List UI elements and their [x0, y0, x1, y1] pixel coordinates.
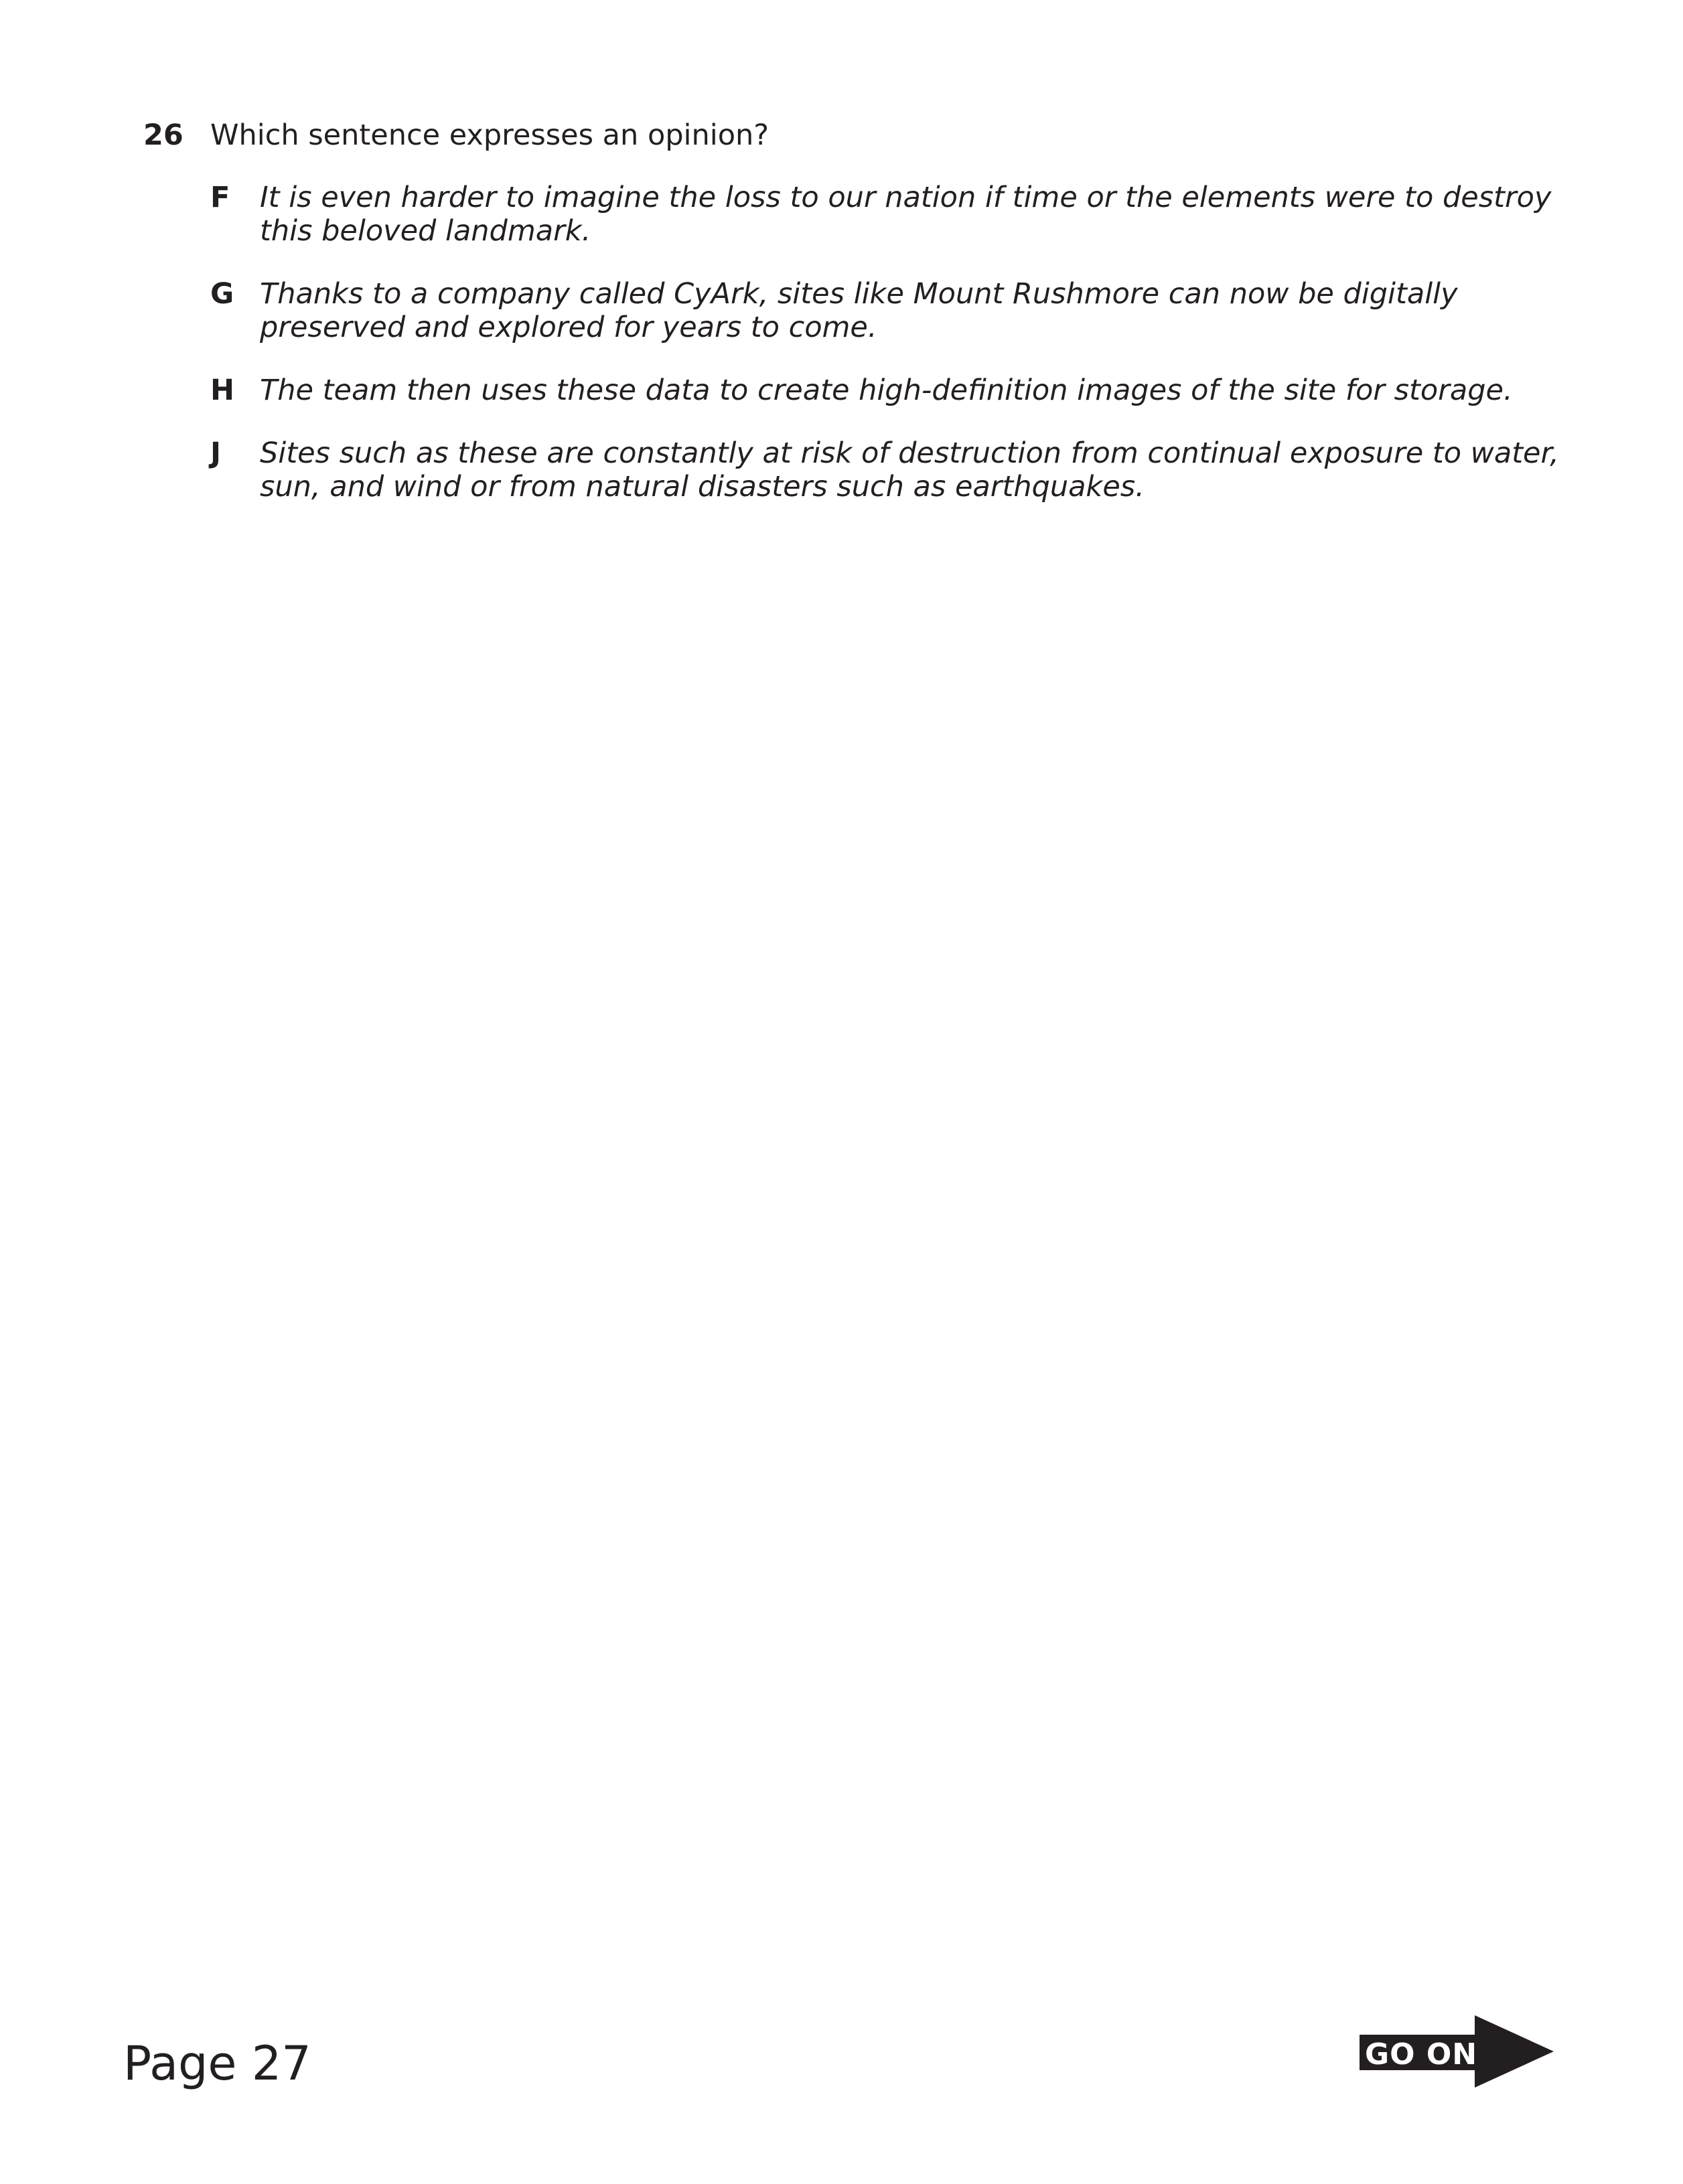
answer-options [210, 181, 1583, 503]
go-on-indicator [1360, 2015, 1554, 2088]
answer-option-j[interactable] [210, 437, 1583, 503]
question-number: 26 [143, 119, 184, 152]
option-text: It is even harder to imagine the loss to our nation if time or the elements were to destroy this beloved landmark. [260, 181, 1552, 248]
answer-option-g[interactable] [210, 277, 1583, 344]
option-letter: H [210, 374, 234, 407]
option-text: The team then uses these data to create high-definition images of the site for storage. [260, 374, 1513, 407]
option-letter: J [210, 437, 221, 470]
question-header [143, 118, 1583, 153]
question-26 [143, 118, 1583, 533]
page-number: Page 27 [123, 2036, 311, 2091]
option-text: Sites such as these are constantly at risk of destruction from continual exposure to water, sun, and wind or from natural disasters such as earthquakes. [260, 437, 1559, 503]
answer-option-f[interactable] [210, 181, 1583, 248]
question-stem: Which sentence expresses an opinion? [210, 119, 770, 152]
answer-option-h[interactable] [210, 374, 1583, 407]
option-letter: G [210, 277, 234, 311]
option-letter: F [210, 181, 230, 214]
go-on-label: GO ON [1365, 2037, 1478, 2072]
option-text: Thanks to a company called CyArk, sites like Mount Rushmore can now be digitally preserved and explored for years to come. [260, 277, 1458, 344]
